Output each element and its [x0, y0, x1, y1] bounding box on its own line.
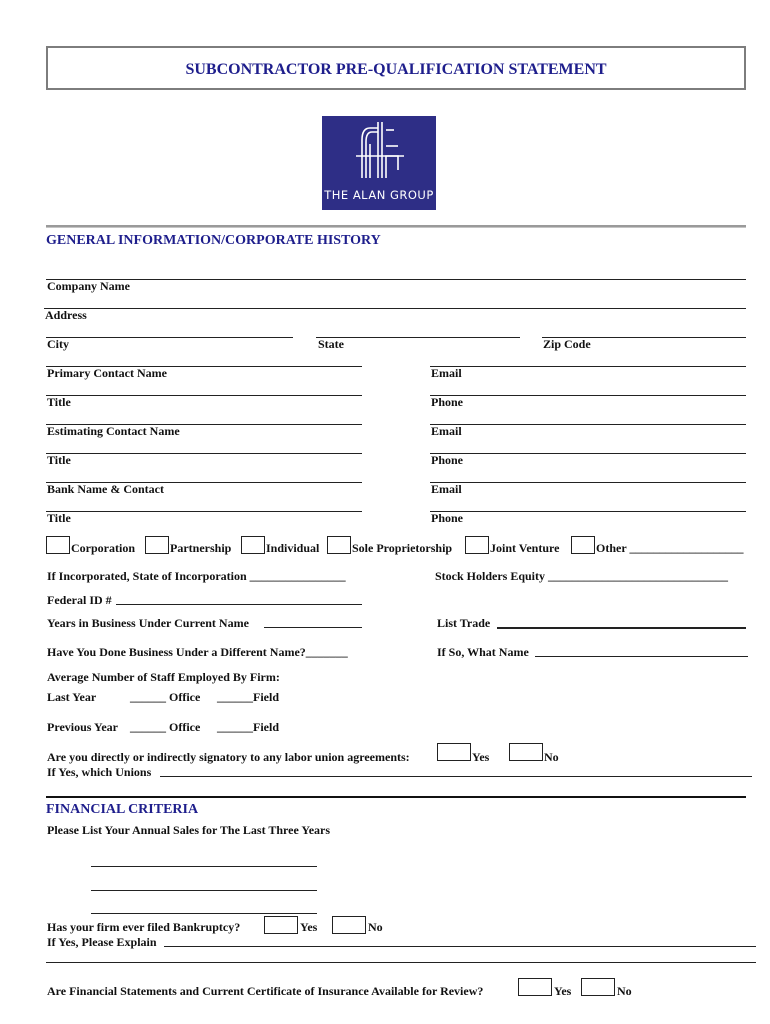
years-business-line[interactable] [264, 627, 362, 628]
primary-email-line[interactable] [430, 366, 746, 367]
corporation-label: Corporation [71, 541, 135, 555]
financial-divider [46, 796, 746, 798]
partnership-label: Partnership [170, 541, 232, 555]
statements-yes-checkbox[interactable] [518, 978, 552, 996]
bankruptcy-yes-label: Yes [300, 920, 318, 934]
union-yes-label: Yes [472, 750, 490, 764]
years-business-label: Years in Business Under Current Name [47, 616, 249, 630]
bank-email-label: Email [431, 482, 462, 496]
statements-question: Are Financial Statements and Current Certificate of Insurance Available for Review? [47, 984, 484, 998]
company-name-line[interactable] [46, 279, 746, 280]
bank-phone-line[interactable] [430, 511, 746, 512]
page-title: SUBCONTRACTOR PRE-QUALIFICATION STATEMENT [185, 61, 607, 78]
estimating-phone-line[interactable] [430, 453, 746, 454]
bankruptcy-no-label: No [368, 920, 383, 934]
primary-contact-label: Primary Contact Name [47, 366, 167, 380]
bank-title-line[interactable] [46, 511, 362, 512]
bank-phone-label: Phone [431, 511, 464, 525]
unions-line[interactable] [160, 776, 752, 777]
address-line[interactable] [44, 308, 746, 309]
previous-year-office-field[interactable]: ______ Office [130, 720, 201, 734]
if-so-what-label: If So, What Name [437, 645, 529, 659]
estimating-contact-label: Estimating Contact Name [47, 424, 180, 438]
union-no-checkbox[interactable] [509, 743, 543, 761]
city-label: City [47, 337, 69, 351]
bankruptcy-yes-checkbox[interactable] [264, 916, 298, 934]
annual-sales-label: Please List Your Annual Sales for The Last Three Years [47, 823, 331, 837]
primary-email-label: Email [431, 366, 462, 380]
different-name-field[interactable]: Have You Done Business Under a Different Name?_______ [47, 645, 348, 659]
other-checkbox[interactable] [571, 536, 595, 554]
primary-title-label: Title [47, 395, 71, 409]
company-name-label: Company Name [47, 279, 130, 293]
primary-title-line[interactable] [46, 395, 362, 396]
logo-text: THE ALAN GROUP [324, 188, 434, 202]
annual-sales-line-2[interactable] [91, 890, 317, 891]
title-box [46, 46, 746, 90]
union-no-label: No [544, 750, 559, 764]
bank-title-label: Title [47, 511, 71, 525]
previous-year-label: Previous Year [47, 720, 118, 734]
statements-yes-label: Yes [554, 984, 572, 998]
statements-no-checkbox[interactable] [581, 978, 615, 996]
sole-proprietorship-checkbox[interactable] [327, 536, 351, 554]
estimating-email-line[interactable] [430, 424, 746, 425]
address-label: Address [45, 308, 87, 322]
corporation-checkbox[interactable] [46, 536, 70, 554]
company-logo [322, 116, 436, 210]
if-yes-explain-label: If Yes, Please Explain [47, 935, 157, 949]
individual-checkbox[interactable] [241, 536, 265, 554]
general-heading: GENERAL INFORMATION/CORPORATE HISTORY [46, 233, 381, 248]
bank-email-line[interactable] [430, 482, 746, 483]
list-trade-line[interactable] [497, 627, 746, 629]
incorporated-state-field[interactable]: If Incorporated, State of Incorporation ________________ [47, 569, 346, 583]
primary-phone-line[interactable] [430, 395, 746, 396]
other-label[interactable]: Other ___________________ [596, 541, 744, 555]
last-year-office-field[interactable]: ______ Office [130, 690, 201, 704]
last-year-label: Last Year [47, 690, 97, 704]
avg-staff-label: Average Number of Staff Employed By Firm: [47, 670, 280, 684]
statements-no-label: No [617, 984, 632, 998]
explain-line-1[interactable] [164, 946, 756, 947]
if-so-what-line[interactable] [535, 656, 748, 657]
zip-label: Zip Code [543, 337, 591, 351]
annual-sales-line-3[interactable] [91, 913, 317, 914]
estimating-title-line[interactable] [46, 453, 362, 454]
sole-proprietorship-label: Sole Proprietorship [352, 541, 453, 555]
federal-id-label: Federal ID # [47, 593, 112, 607]
joint-venture-label: Joint Venture [490, 541, 560, 555]
estimating-phone-label: Phone [431, 453, 464, 467]
previous-year-field-field[interactable]: ______Field [217, 720, 279, 734]
estimating-email-label: Email [431, 424, 462, 438]
individual-label: Individual [266, 541, 320, 555]
state-line[interactable] [316, 337, 520, 338]
estimating-title-label: Title [47, 453, 71, 467]
city-line[interactable] [46, 337, 293, 338]
bankruptcy-question: Has your firm ever filed Bankruptcy? [47, 920, 241, 934]
financial-heading: FINANCIAL CRITERIA [46, 802, 199, 817]
annual-sales-line-1[interactable] [91, 866, 317, 867]
stock-equity-field[interactable]: Stock Holders Equity ______________________________ [435, 569, 729, 583]
section-divider [46, 225, 746, 228]
partnership-checkbox[interactable] [145, 536, 169, 554]
primary-phone-label: Phone [431, 395, 464, 409]
federal-id-line[interactable] [116, 604, 362, 605]
union-question: Are you directly or indirectly signatory to any labor union agreements: [47, 750, 410, 764]
joint-venture-checkbox[interactable] [465, 536, 489, 554]
union-yes-checkbox[interactable] [437, 743, 471, 761]
if-yes-unions-label: If Yes, which Unions [47, 765, 152, 779]
last-year-field-field[interactable]: ______Field [217, 690, 279, 704]
explain-line-2[interactable] [46, 962, 756, 963]
bank-contact-label: Bank Name & Contact [47, 482, 164, 496]
list-trade-label: List Trade [437, 616, 491, 630]
bankruptcy-no-checkbox[interactable] [332, 916, 366, 934]
state-label: State [318, 337, 344, 351]
